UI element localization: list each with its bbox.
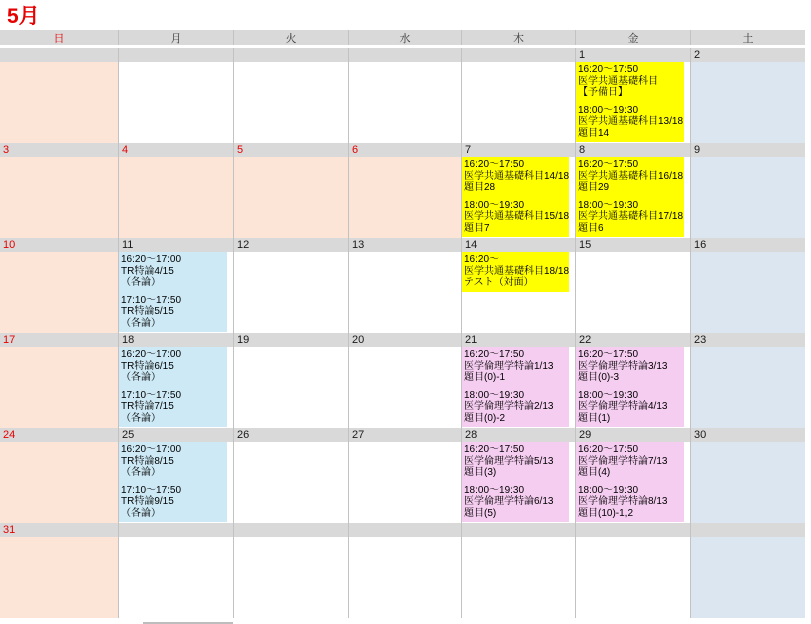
day-cell-thu	[461, 442, 575, 523]
event-entry	[121, 349, 227, 384]
day-cell-fri	[575, 157, 690, 238]
event-line: 16:20～17:00	[121, 254, 182, 265]
event-entry	[464, 485, 569, 520]
event-block-pink	[576, 347, 684, 427]
event-line: 題目7	[464, 222, 490, 234]
event-line: 医学倫理学特論1/13	[464, 360, 554, 372]
week-4-content-row	[0, 347, 805, 428]
week-2-content-row	[0, 157, 805, 238]
event-line: 17:10～17:50	[121, 389, 182, 401]
day-cell-tue	[233, 537, 348, 618]
event-line: （各論）	[121, 372, 161, 383]
event-line: 題目(1)	[578, 412, 611, 424]
day-cell-wed	[348, 62, 461, 143]
day-cell-sat	[690, 62, 805, 143]
date-cell-20: 20	[348, 333, 461, 347]
week-5-content-row	[0, 442, 805, 523]
date-cell-empty	[461, 523, 575, 537]
event-line: 16:20～17:50	[578, 444, 639, 455]
event-line: 題目(4)	[578, 467, 611, 478]
week-1-content-row	[0, 62, 805, 143]
date-cell-17: 17	[0, 333, 118, 347]
day-cell-thu	[461, 537, 575, 618]
day-cell-mon	[118, 442, 233, 523]
event-line: TR特論8/15	[121, 455, 174, 467]
day-cell-sat	[690, 442, 805, 523]
date-cell-18: 18	[118, 333, 233, 347]
date-cell-11: 11	[118, 238, 233, 252]
event-entry	[578, 444, 684, 479]
event-entry	[464, 444, 569, 479]
event-entry	[121, 295, 227, 330]
date-cell-9: 9	[690, 143, 805, 157]
date-cell-empty	[233, 523, 348, 537]
date-cell-7: 7	[461, 143, 575, 157]
date-cell-empty	[233, 48, 348, 62]
day-cell-sun	[0, 157, 118, 238]
event-line: 医学共通基礎科目18/18	[464, 265, 570, 277]
day-cell-fri	[575, 252, 690, 333]
event-line: 医学倫理学特論4/13	[578, 401, 668, 412]
day-cell-sun	[0, 442, 118, 523]
event-line: TR特論4/15	[121, 265, 174, 277]
day-cell-sat	[690, 537, 805, 618]
day-cell-sun	[0, 347, 118, 428]
week-3-date-row	[0, 238, 805, 252]
date-cell-empty	[0, 48, 118, 62]
event-line: 18:00～19:30	[464, 389, 525, 401]
event-line: 16:20～17:50	[464, 159, 525, 170]
date-cell-empty	[461, 48, 575, 62]
event-line: 題目(0)-2	[464, 412, 506, 424]
event-entry	[121, 444, 227, 479]
month-title: 5月	[7, 5, 40, 28]
event-entry	[578, 390, 684, 425]
event-line: 16:20～17:50	[578, 64, 639, 75]
event-block-yellow	[462, 252, 569, 292]
event-line: （各論）	[121, 277, 161, 288]
event-entry	[578, 485, 684, 520]
event-line: 医学共通基礎科目16/18	[578, 170, 684, 182]
event-line: （各論）	[121, 317, 161, 329]
date-cell-1: 1	[575, 48, 690, 62]
date-cell-26: 26	[233, 428, 348, 442]
date-cell-empty	[118, 523, 233, 537]
event-line: 医学共通基礎科目13/18	[578, 116, 684, 127]
date-cell-4: 4	[118, 143, 233, 157]
day-header-fri: 金	[575, 30, 690, 45]
date-cell-23: 23	[690, 333, 805, 347]
date-cell-16: 16	[690, 238, 805, 252]
event-entry	[121, 390, 227, 425]
date-cell-empty	[575, 523, 690, 537]
date-cell-2: 2	[690, 48, 805, 62]
event-line: 医学共通基礎科目14/18	[464, 170, 570, 182]
event-block-cyan	[119, 442, 227, 522]
week-1-date-row	[0, 48, 805, 62]
event-entry	[121, 254, 227, 289]
event-entry	[464, 200, 569, 235]
event-line: TR特論9/15	[121, 496, 174, 507]
event-line: 医学共通基礎科目	[578, 75, 658, 87]
day-cell-fri	[575, 62, 690, 143]
event-block-cyan	[119, 347, 227, 427]
week-5-date-row	[0, 428, 805, 442]
event-line: （各論）	[121, 412, 161, 424]
event-line: 題目(0)-1	[464, 372, 506, 383]
date-cell-10: 10	[0, 238, 118, 252]
day-cell-tue	[233, 157, 348, 238]
day-header-sat: 土	[690, 30, 805, 45]
day-cell-sun	[0, 62, 118, 143]
event-line: TR特論7/15	[121, 401, 174, 412]
day-cell-mon	[118, 347, 233, 428]
day-cell-mon	[118, 62, 233, 143]
date-cell-5: 5	[233, 143, 348, 157]
day-cell-thu	[461, 62, 575, 143]
day-header-row	[0, 30, 805, 45]
event-line: 医学共通基礎科目15/18	[464, 211, 570, 222]
day-cell-wed	[348, 347, 461, 428]
event-line: 17:10～17:50	[121, 294, 182, 306]
event-entry	[578, 64, 684, 99]
event-line: 16:20～17:50	[578, 349, 639, 360]
day-header-tue: 火	[233, 30, 348, 45]
event-line: 16:20～17:50	[464, 349, 525, 360]
week-2-date-row	[0, 143, 805, 157]
date-cell-19: 19	[233, 333, 348, 347]
calendar-grid	[0, 30, 805, 618]
event-line: 医学倫理学特論6/13	[464, 496, 554, 507]
day-cell-sun	[0, 537, 118, 618]
day-cell-fri	[575, 347, 690, 428]
event-block-cyan	[119, 252, 227, 332]
event-line: 18:00～19:30	[578, 199, 639, 211]
event-line: TR特論6/15	[121, 360, 174, 372]
event-line: 医学倫理学特論3/13	[578, 360, 668, 372]
day-cell-wed	[348, 157, 461, 238]
date-cell-30: 30	[690, 428, 805, 442]
date-cell-empty	[348, 48, 461, 62]
day-cell-wed	[348, 442, 461, 523]
event-line: 16:20～17:50	[464, 444, 525, 455]
week-6-content-row	[0, 537, 805, 618]
day-cell-thu	[461, 347, 575, 428]
day-cell-sun	[0, 252, 118, 333]
event-entry	[464, 254, 569, 289]
day-cell-thu	[461, 252, 575, 333]
week-6-date-row	[0, 523, 805, 537]
event-line: 題目29	[578, 182, 610, 193]
day-cell-sat	[690, 347, 805, 428]
event-line: TR特論5/15	[121, 306, 174, 317]
week-4-date-row	[0, 333, 805, 347]
date-cell-12: 12	[233, 238, 348, 252]
event-entry	[578, 159, 684, 194]
event-entry	[464, 349, 569, 384]
date-cell-empty	[690, 523, 805, 537]
day-header-wed: 水	[348, 30, 461, 45]
date-cell-15: 15	[575, 238, 690, 252]
date-cell-3: 3	[0, 143, 118, 157]
date-cell-empty	[348, 523, 461, 537]
event-entry	[121, 485, 227, 520]
event-line: 18:00～19:30	[578, 389, 639, 401]
date-cell-28: 28	[461, 428, 575, 442]
event-entry	[578, 200, 684, 235]
day-cell-sat	[690, 157, 805, 238]
event-line: 医学倫理学特論7/13	[578, 455, 668, 467]
date-cell-8: 8	[575, 143, 690, 157]
event-line: 医学倫理学特論8/13	[578, 496, 668, 507]
date-cell-21: 21	[461, 333, 575, 347]
event-line: 題目(3)	[464, 467, 497, 478]
event-line: 医学倫理学特論2/13	[464, 401, 554, 412]
event-line: 16:20～17:00	[121, 444, 182, 455]
day-header-mon: 月	[118, 30, 233, 45]
event-line: 17:10～17:50	[121, 484, 182, 496]
date-cell-14: 14	[461, 238, 575, 252]
event-line: 18:00～19:30	[464, 484, 525, 496]
event-block-yellow	[462, 157, 569, 237]
event-line: 題目(10)-1,2	[578, 507, 634, 519]
event-line: 題目(0)-3	[578, 372, 620, 383]
day-cell-wed	[348, 537, 461, 618]
week-3-content-row	[0, 252, 805, 333]
day-header-sun: 日	[0, 30, 118, 45]
day-cell-tue	[233, 442, 348, 523]
event-line: 16:20～17:50	[578, 159, 639, 170]
event-block-pink	[462, 347, 569, 427]
event-line: 医学倫理学特論5/13	[464, 455, 554, 467]
day-cell-mon	[118, 157, 233, 238]
date-cell-29: 29	[575, 428, 690, 442]
date-cell-27: 27	[348, 428, 461, 442]
date-cell-25: 25	[118, 428, 233, 442]
day-header-thu: 木	[461, 30, 575, 45]
date-cell-6: 6	[348, 143, 461, 157]
event-line: 18:00～19:30	[464, 199, 525, 211]
date-cell-22: 22	[575, 333, 690, 347]
event-entry	[464, 159, 569, 194]
day-cell-tue	[233, 347, 348, 428]
event-line: 16:20～17:00	[121, 349, 182, 360]
event-line: 医学共通基礎科目17/18	[578, 211, 684, 222]
event-line: （各論）	[121, 467, 161, 478]
day-cell-fri	[575, 537, 690, 618]
day-cell-tue	[233, 252, 348, 333]
event-entry	[578, 349, 684, 384]
event-line: テスト（対面）	[464, 277, 534, 288]
event-line: 題目(5)	[464, 507, 497, 519]
event-entry	[578, 105, 684, 140]
event-line: 【予備日】	[578, 87, 628, 98]
day-cell-mon	[118, 537, 233, 618]
event-block-yellow	[576, 62, 684, 142]
event-line: 題目14	[578, 127, 610, 139]
day-cell-fri	[575, 442, 690, 523]
date-cell-empty	[118, 48, 233, 62]
event-line: 18:00～19:30	[578, 104, 639, 116]
event-line: （各論）	[121, 507, 161, 519]
day-cell-thu	[461, 157, 575, 238]
event-line: 題目6	[578, 222, 604, 234]
date-cell-24: 24	[0, 428, 118, 442]
event-block-pink	[462, 442, 569, 522]
event-line: 18:00～19:30	[578, 484, 639, 496]
event-entry	[464, 390, 569, 425]
event-block-pink	[576, 442, 684, 522]
event-block-yellow	[576, 157, 684, 237]
date-cell-31: 31	[0, 523, 118, 537]
day-cell-wed	[348, 252, 461, 333]
day-cell-tue	[233, 62, 348, 143]
event-line: 16:20～	[464, 254, 500, 265]
date-cell-13: 13	[348, 238, 461, 252]
day-cell-sat	[690, 252, 805, 333]
day-cell-mon	[118, 252, 233, 333]
event-line: 題目28	[464, 182, 496, 193]
